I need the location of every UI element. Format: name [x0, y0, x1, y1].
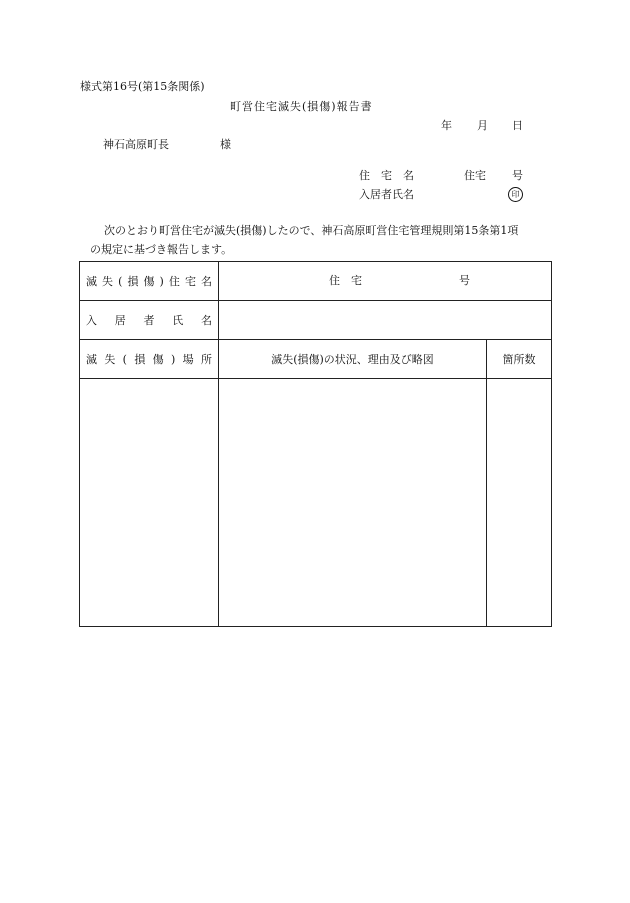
applicant-housing-value: 住宅 [464, 169, 486, 182]
seal-mark: 印 [508, 187, 523, 202]
occupant-name-field[interactable] [219, 301, 552, 340]
applicant-occupant-label: 入居者氏名 [359, 188, 414, 201]
occupant-name-label: 入居者氏名 [80, 301, 219, 340]
date-day-label: 日 [512, 119, 523, 132]
applicant-number-suffix: 号 [512, 169, 523, 182]
recipient-name: 神石高原町長 [103, 138, 169, 151]
lost-housing-name-field[interactable] [219, 262, 552, 301]
lost-housing-name-label: 滅失(損傷)住宅名 [80, 262, 219, 301]
document-title: 町営住宅滅失(損傷)報告書 [230, 100, 373, 113]
report-body-text [90, 221, 550, 259]
loss-location-field[interactable] [80, 379, 219, 627]
loss-condition-header: 滅失(損傷)の状況、理由及び略図 [219, 340, 487, 379]
table-row-details [80, 379, 552, 627]
loss-location-label: 滅失(損傷)場所 [80, 340, 219, 379]
table-row-occupant [80, 301, 552, 340]
report-table [79, 261, 552, 627]
recipient-honorific: 様 [220, 138, 231, 151]
body-text-line-2: の規定に基づき報告します。 [90, 243, 233, 256]
date-year-label: 年 [441, 119, 452, 132]
date-month-label: 月 [477, 119, 488, 132]
table-row-housing [80, 262, 552, 301]
loss-condition-field[interactable] [219, 379, 487, 627]
location-count-header: 箇所数 [487, 340, 552, 379]
housing-number-suffix: 号 [459, 274, 470, 287]
applicant-housing-label: 住 宅 名 [359, 169, 414, 182]
form-number: 様式第16号(第15条関係) [80, 80, 205, 93]
body-text-line-1: 次のとおり町営住宅が滅失(損傷)したので、神石高原町営住宅管理規則第15条第1項 [104, 224, 519, 237]
location-count-field[interactable] [487, 379, 552, 627]
housing-field-label: 住 宅 [329, 274, 362, 287]
table-row-header [80, 340, 552, 379]
